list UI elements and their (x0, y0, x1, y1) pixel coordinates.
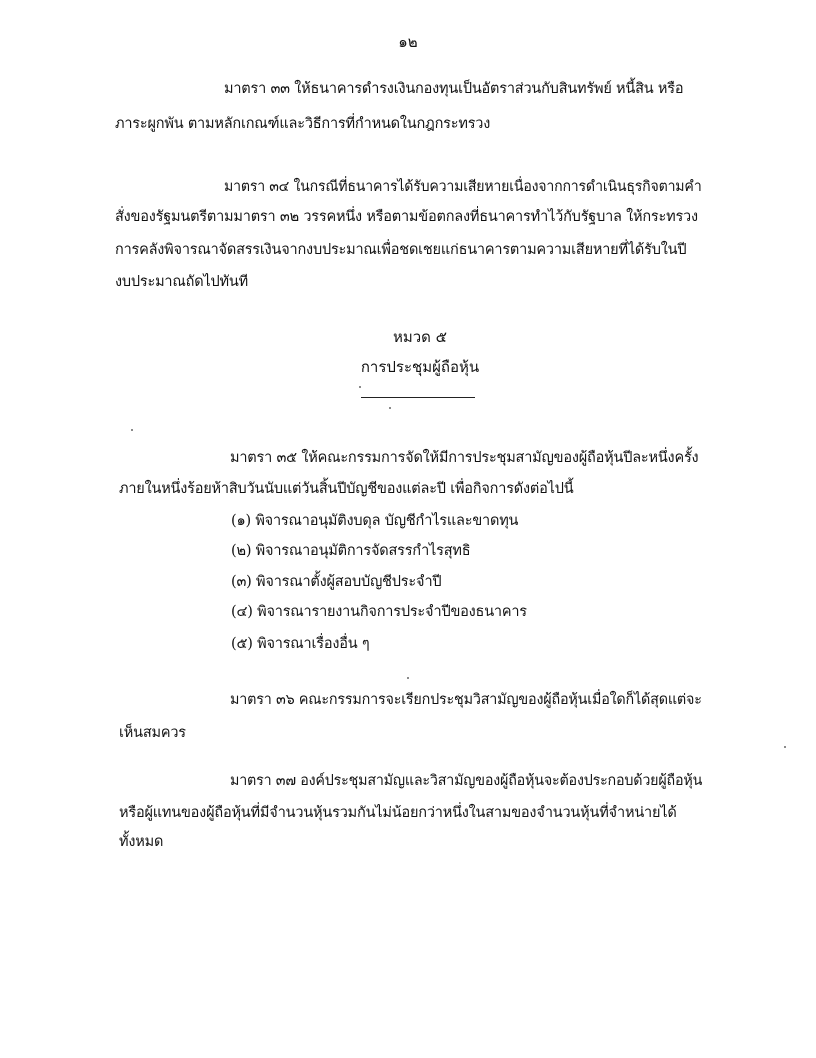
scan-speck (131, 429, 133, 431)
scan-speck (359, 386, 361, 388)
list-item: (๑) พิจารณาอนุมัติงบดุล บัญชีกำไรและขาดทุน (231, 513, 519, 529)
section-34-line-4: งบประมาณถัดไปทันที (115, 274, 248, 290)
section-37-line-1: มาตรา ๓๗ องค์ประชุมสามัญและวิสามัญของผู้ถือหุ้นจะต้องประกอบด้วยผู้ถือหุ้น (230, 773, 703, 789)
section-37-line-3: ทั้งหมด (119, 834, 164, 850)
list-item: (๔) พิจารณารายงานกิจการประจำปีของธนาคาร (231, 604, 527, 620)
section-37-line-2: หรือผู้แทนของผู้ถือหุ้นที่มีจำนวนหุ้นรวมกันไม่น้อยกว่าหนึ่งในสามของจำนวนหุ้นที่จำหน่ายได้ (119, 805, 677, 821)
section-35-line-2: ภายในหนึ่งร้อยห้าสิบวันนับแต่วันสิ้นปีบัญชีของแต่ละปี เพื่อกิจการดังต่อไปนี้ (119, 481, 574, 497)
scan-speck (784, 746, 786, 748)
list-item: (๕) พิจารณาเรื่องอื่น ๆ (231, 636, 370, 652)
chapter-number: หมวด ๕ (392, 328, 448, 346)
section-33-line-1: มาตรา ๓๓ ให้ธนาคารดำรงเงินกองทุนเป็นอัตราส่วนกับสินทรัพย์ หนี้สิน หรือ (224, 81, 684, 97)
section-34-line-1: มาตรา ๓๔ ในกรณีที่ธนาคารได้รับความเสียหายเนื่องจากการดำเนินธุรกิจตามคำ (224, 179, 702, 195)
page-number: ๑๒ (398, 33, 418, 51)
scan-speck (407, 677, 409, 679)
section-36-line-2: เห็นสมควร (119, 725, 186, 741)
section-36-line-1: มาตรา ๓๖ คณะกรรมการจะเรียกประชุมวิสามัญของผู้ถือหุ้นเมื่อใดก็ได้สุดแต่จะ (230, 692, 702, 708)
list-item: (๒) พิจารณาอนุมัติการจัดสรรกำไรสุทธิ (231, 543, 471, 559)
section-34-line-2: สั่งของรัฐมนตรีตามมาตรา ๓๒ วรรคหนึ่ง หรือตามข้อตกลงที่ธนาคารทำไว้กับรัฐบาล ให้กระทรวง (115, 209, 698, 225)
section-33-line-2: ภาระผูกพัน ตามหลักเกณฑ์และวิธีการที่กำหนดในกฎกระทรวง (115, 116, 491, 132)
chapter-underline (361, 397, 475, 398)
chapter-title: การประชุมผู้ถือหุ้น (360, 358, 480, 376)
section-35-line-1: มาตรา ๓๕ ให้คณะกรรมการจัดให้มีการประชุมสามัญของผู้ถือหุ้นปีละหนึ่งครั้ง (230, 450, 699, 466)
section-34-line-3: การคลังพิจารณาจัดสรรเงินจากงบประมาณเพื่อชดเชยแก่ธนาคารตามความเสียหายที่ได้รับในปี (115, 242, 687, 258)
scan-speck (389, 407, 391, 409)
list-item: (๓) พิจารณาตั้งผู้สอบบัญชีประจำปี (231, 574, 442, 590)
